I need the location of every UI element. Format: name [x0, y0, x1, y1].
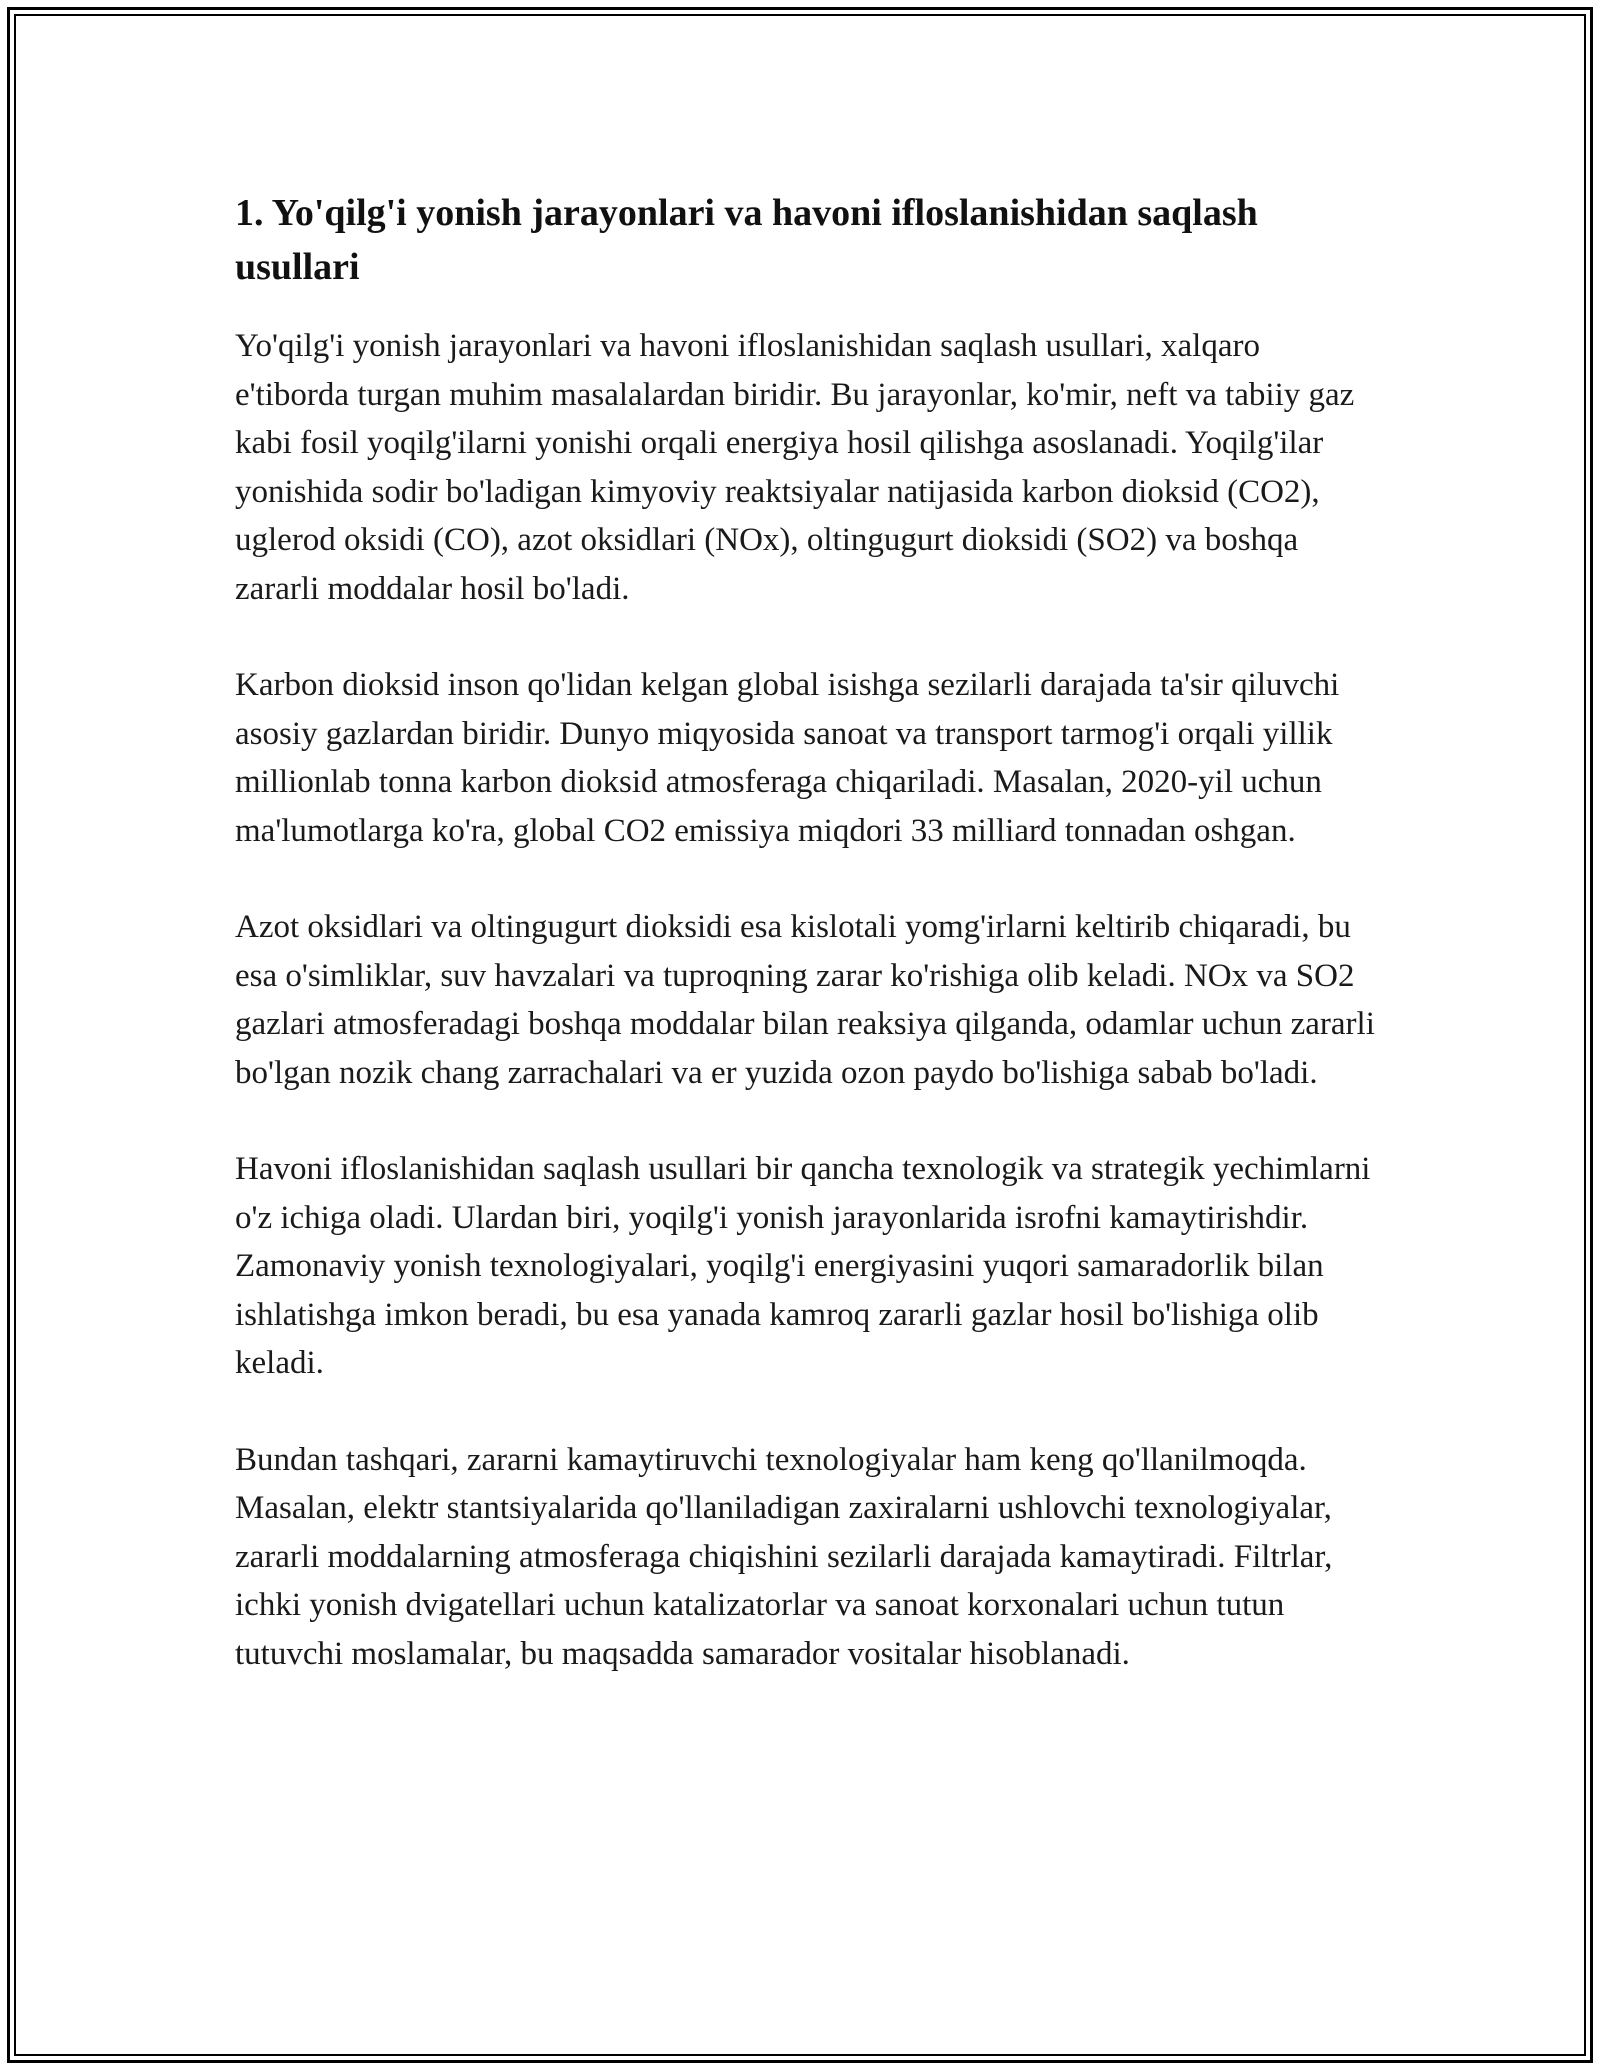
- page-title: 1. Yo'qilg'i yonish jarayonlari va havoni ifloslanishidan saqlash usullari: [235, 192, 1258, 288]
- paragraph-2: Karbon dioksid inson qo'lidan kelgan global isishga sezilarli darajada ta'sir qiluvchi asosiy gazlardan biridir. Dunyo miqyosida sanoat va transport tarmog'i orqali yillik millionlab tonna karbon dioksid atmosferaga chiqariladi. Masalan, 2020-yil uchun ma'lumotlarga ko'ra, global CO2 emissiya miqdori 33 milliard tonnadan oshgan.: [235, 667, 1340, 849]
- paragraph-5: Bundan tashqari, zararni kamaytiruvchi texnologiyalar ham keng qo'llanilmoqda. Masalan, elektr stantsiyalarida qo'llaniladigan zaxiralarni ushlovchi texnologiyalar, zararli moddalarning atmosferaga chiqishini sezilarli darajada kamaytiradi. Filtrlar, ichki yonish dvigatellari uchun katalizatorlar va sanoat korxonalari uchun tutun tutuvchi moslamalar, bu maqsadda samarador vositalar hisoblanadi.: [235, 1441, 1333, 1672]
- paragraph-4: Havoni ifloslanishidan saqlash usullari bir qancha texnologik va strategik yechimlarni o'z ichiga oladi. Ulardan biri, yoqilg'i yonish jarayonlarida isrofni kamaytirishdir. Zamonaviy yonish texnologiyalari, yoqilg'i energiyasini yuqori samaradorlik bilan ishlatishga imkon beradi, bu esa yanada kamroq zararli gazlar hosil bo'lishiga olib keladi.: [235, 1151, 1371, 1381]
- paragraph-1: Yo'qilg'i yonish jarayonlari va havoni ifloslanishidan saqlash usullari, xalqaro e'tiborda turgan muhim masalalardan biridir. Bu jarayonlar, ko'mir, neft va tabiiy gaz kabi fosil yoqilg'ilarni yonishi orqali energiya hosil qilishga asoslanadi. Yoqilg'ilar yonishida sodir bo'ladigan kimyoviy reaktsiyalar natijasida karbon dioksid (CO2), uglerod oksidi (CO), azot oksidlari (NOx), oltingugurt dioksidi (SO2) va boshqa zararli moddalar hosil bo'ladi.: [235, 328, 1355, 607]
- paragraph-3: Azot oksidlari va oltingugurt dioksidi esa kislotali yomg'irlarni keltirib chiqaradi, bu esa o'simliklar, suv havzalari va tuproqning zarar ko'rishiga olib keladi. NOx va SO2 gazlari atmosferadagi boshqa moddalar bilan reaksiya qilganda, odamlar uchun zararli bo'lgan nozik chang zarrachalari va er yuzida ozon paydo bo'lishiga sabab bo'ladi.: [235, 909, 1375, 1091]
- document-page: [235, 186, 1375, 1726]
